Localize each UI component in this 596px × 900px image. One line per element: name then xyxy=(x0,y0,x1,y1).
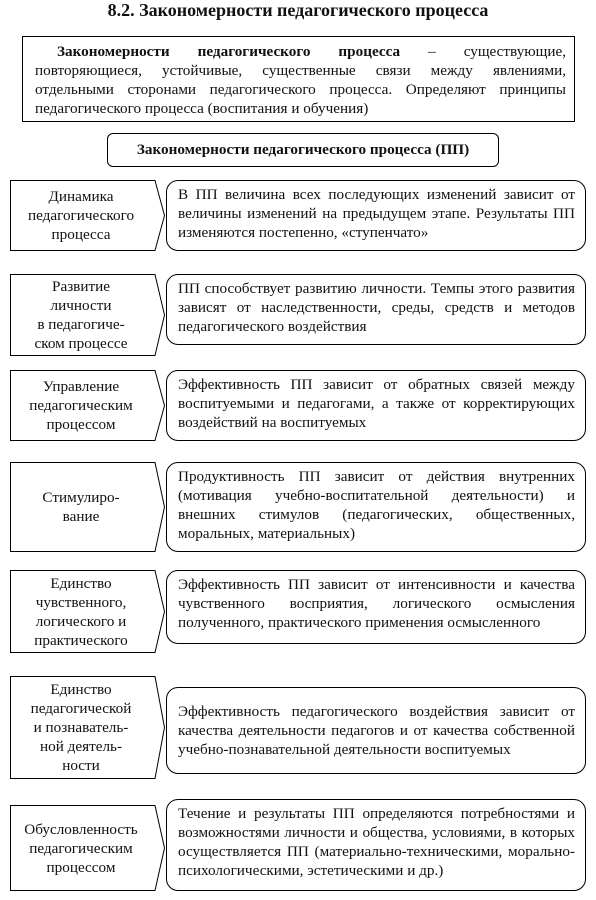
regularity-description: Эффективность ПП зависит от интенсивности и качества чувственного восприятия, логического осмысления полученного, практического применения осмысленного xyxy=(166,570,586,644)
definition-term: Закономерности педагогического процесса xyxy=(57,43,401,60)
regularity-description: Продуктивность ПП зависит от действия внутренних (мотивация учебно-воспитательной деятельности) и внешних стимулов (педагогических, общественных, моральных, материальных) xyxy=(166,462,586,552)
regularity-description: Эффективность педагогического воздействия зависит от качества деятельности педагогов и от качества собственной учебно-познавательной деятельности воспитуемых xyxy=(166,687,586,774)
regularity-row xyxy=(0,462,596,552)
regularity-description: Течение и результаты ПП определяются потребностями и возможностями личности и общества, условиями, в которых осуществляется ПП (материально-техническими, морально-психологическими, эстетическими и др.) xyxy=(166,799,586,891)
regularity-description: В ПП величина всех последующих изменений зависит от величины изменений на предыдущем этапе. Результаты ПП изменяются постепенно, «ступенчато» xyxy=(166,180,586,251)
definition-dash: – xyxy=(400,43,464,60)
regularity-row xyxy=(0,676,596,779)
regularity-label: Обусловленность педагогическим процессом xyxy=(24,820,138,876)
regularity-label: Управление педагогическим процессом xyxy=(29,378,133,433)
regularity-row xyxy=(0,570,596,653)
regularities-header: Закономерности педагогического процесса (ПП) xyxy=(107,133,499,167)
page-title: 8.2. Закономерности педагогического процесса xyxy=(107,0,489,20)
regularity-row xyxy=(0,274,596,352)
regularity-label: Развитие личности в педагогиче- ском процессе xyxy=(34,278,128,352)
regularity-description: ПП способствует развитию личности. Темпы этого развития зависят от наследственности, среды, средств и методов педагогического воздействия xyxy=(166,274,586,345)
regularity-row xyxy=(0,799,596,891)
regularity-label: Единство чувственного, логического и практического xyxy=(34,574,128,649)
regularity-label: Динамика педагогического процесса xyxy=(27,188,135,243)
regularity-row xyxy=(0,370,596,441)
regularity-arrow xyxy=(10,180,165,251)
regularity-arrow xyxy=(10,805,165,891)
regularity-description: Эффективность ПП зависит от обратных связей между воспитуемыми и педагогами, а также от корректирующих воздействий на воспитуемых xyxy=(166,370,586,441)
definition-text: существующие, повторяющиеся, устойчивые, существенные связи между явлениями, отдельными сторонами педагогического процесса. Определяют принципы педагогического процесса (воспитания и обучения) xyxy=(35,43,566,117)
regularity-arrow xyxy=(10,676,165,779)
regularity-arrow xyxy=(10,370,165,441)
regularity-arrow xyxy=(10,274,165,356)
regularity-label: Стимулиро- вание xyxy=(42,489,120,525)
regularity-label: Единство педагогической и познаватель- ной деятель- ности xyxy=(30,681,132,774)
regularity-arrow xyxy=(10,570,165,653)
regularity-arrow xyxy=(10,462,165,552)
definition-box xyxy=(22,36,575,122)
regularity-row xyxy=(0,180,596,251)
